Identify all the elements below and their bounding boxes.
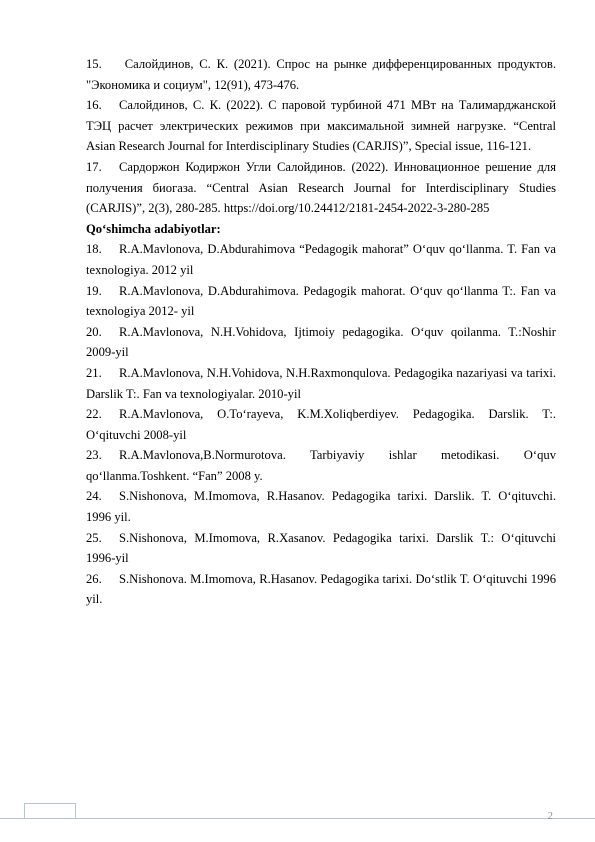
reference-number: 23. <box>86 448 102 463</box>
reference-number: 20. <box>86 324 102 339</box>
reference-text: S.Nishonova, M.Imomova, R.Xasanov. Pedagogika tarixi. Darslik T.: O‘qituvchi 1996-yil <box>86 530 556 566</box>
reference-number: 25. <box>86 530 102 545</box>
reference-item <box>86 569 556 610</box>
reference-number: 17. <box>86 159 102 174</box>
reference-text: R.A.Mavlonova, O.To‘rayeva, K.M.Xoliqberdiyev. Pedagogika. Darslik. T:. O‘qituvchi 2008-yil <box>86 407 556 442</box>
reference-text: R.A.Mavlonova, D.Abdurahimova “Pedagogik mahorat” O‘quv qo‘llanma. T. Fan va texnologiya. 2012 yil <box>86 242 556 277</box>
footer-tab-decoration <box>24 803 76 819</box>
reference-item <box>86 239 556 280</box>
reference-item <box>86 445 556 486</box>
reference-item <box>86 95 556 157</box>
reference-text: Сардоржон Кодиржон Угли Салойдинов. (2022). Инновационное решение для получения биогаза. “Central Asian Research Journal for Interdisciplinary Studies (CARJIS)”, 2(3), 280-285. https://doi.org/10.24412/2181-2454-2022-3-280-285 <box>86 159 556 216</box>
reference-number: 26. <box>86 571 102 586</box>
reference-item <box>86 528 556 569</box>
reference-number: 18. <box>86 242 102 257</box>
reference-text: R.A.Mavlonova, N.H.Vohidova, N.H.Raxmonqulova. Pedagogika nazariyasi va tarixi. Darslik T:. Fan va texnologiyalar. 2010-yil <box>86 365 556 401</box>
reference-text: R.A.Mavlonova, N.H.Vohidova, Ijtimoiy pedagogika. O‘quv qoilanma. T.:Noshir 2009-yil <box>86 324 556 360</box>
reference-number: 19. <box>86 283 102 298</box>
reference-item <box>86 363 556 404</box>
reference-text: S.Nishonova, M.Imomova, R.Hasanov. Pedagogika tarixi. Darslik. T. O‘qituvchi. 1996 yil. <box>86 489 556 525</box>
reference-item <box>86 404 556 445</box>
reference-number: 15. <box>86 57 102 71</box>
reference-text: Салойдинов, С. К. (2021). Спрос на рынке дифференцированных продуктов. "Экономика и социум", 12(91), 473-476. <box>86 57 556 92</box>
reference-item <box>86 54 556 95</box>
reference-text: R.A.Mavlonova,B.Normurotova. Tarbiyaviy ishlar metodikasi. O‘quv qo‘llanma.Toshkent. “Fan” 2008 y. <box>86 448 556 483</box>
reference-text: S.Nishonova. M.Imomova, R.Hasanov. Pedagogika tarixi. Do‘stlik T. O‘qituvchi 1996 yil. <box>86 571 556 607</box>
reference-text: R.A.Mavlonova, D.Abdurahimova. Pedagogik mahorat. O‘quv qo‘llanma T:. Fan va texnologiya 2012- yil <box>86 283 556 319</box>
reference-number: 22. <box>86 407 102 422</box>
footer-divider <box>0 818 595 819</box>
reference-number: 21. <box>86 365 102 380</box>
reference-item <box>86 281 556 322</box>
reference-number: 16. <box>86 98 102 113</box>
document-body <box>86 54 556 610</box>
reference-item <box>86 486 556 527</box>
reference-item <box>86 322 556 363</box>
page-number: 2 <box>547 810 553 822</box>
section-heading: Qo‘shimcha adabiyotlar: <box>86 221 221 236</box>
reference-item <box>86 157 556 219</box>
reference-number: 24. <box>86 489 102 504</box>
reference-text: Салойдинов, С. К. (2022). С паровой турбиной 471 МВт на Талимарджанской ТЭЦ расчет электрических режимов при максимальной зимней нагрузке. “Central Asian Research Journal for Interdisciplinary Studies (CARJIS)”, Special issue, 116-121. <box>86 98 556 154</box>
